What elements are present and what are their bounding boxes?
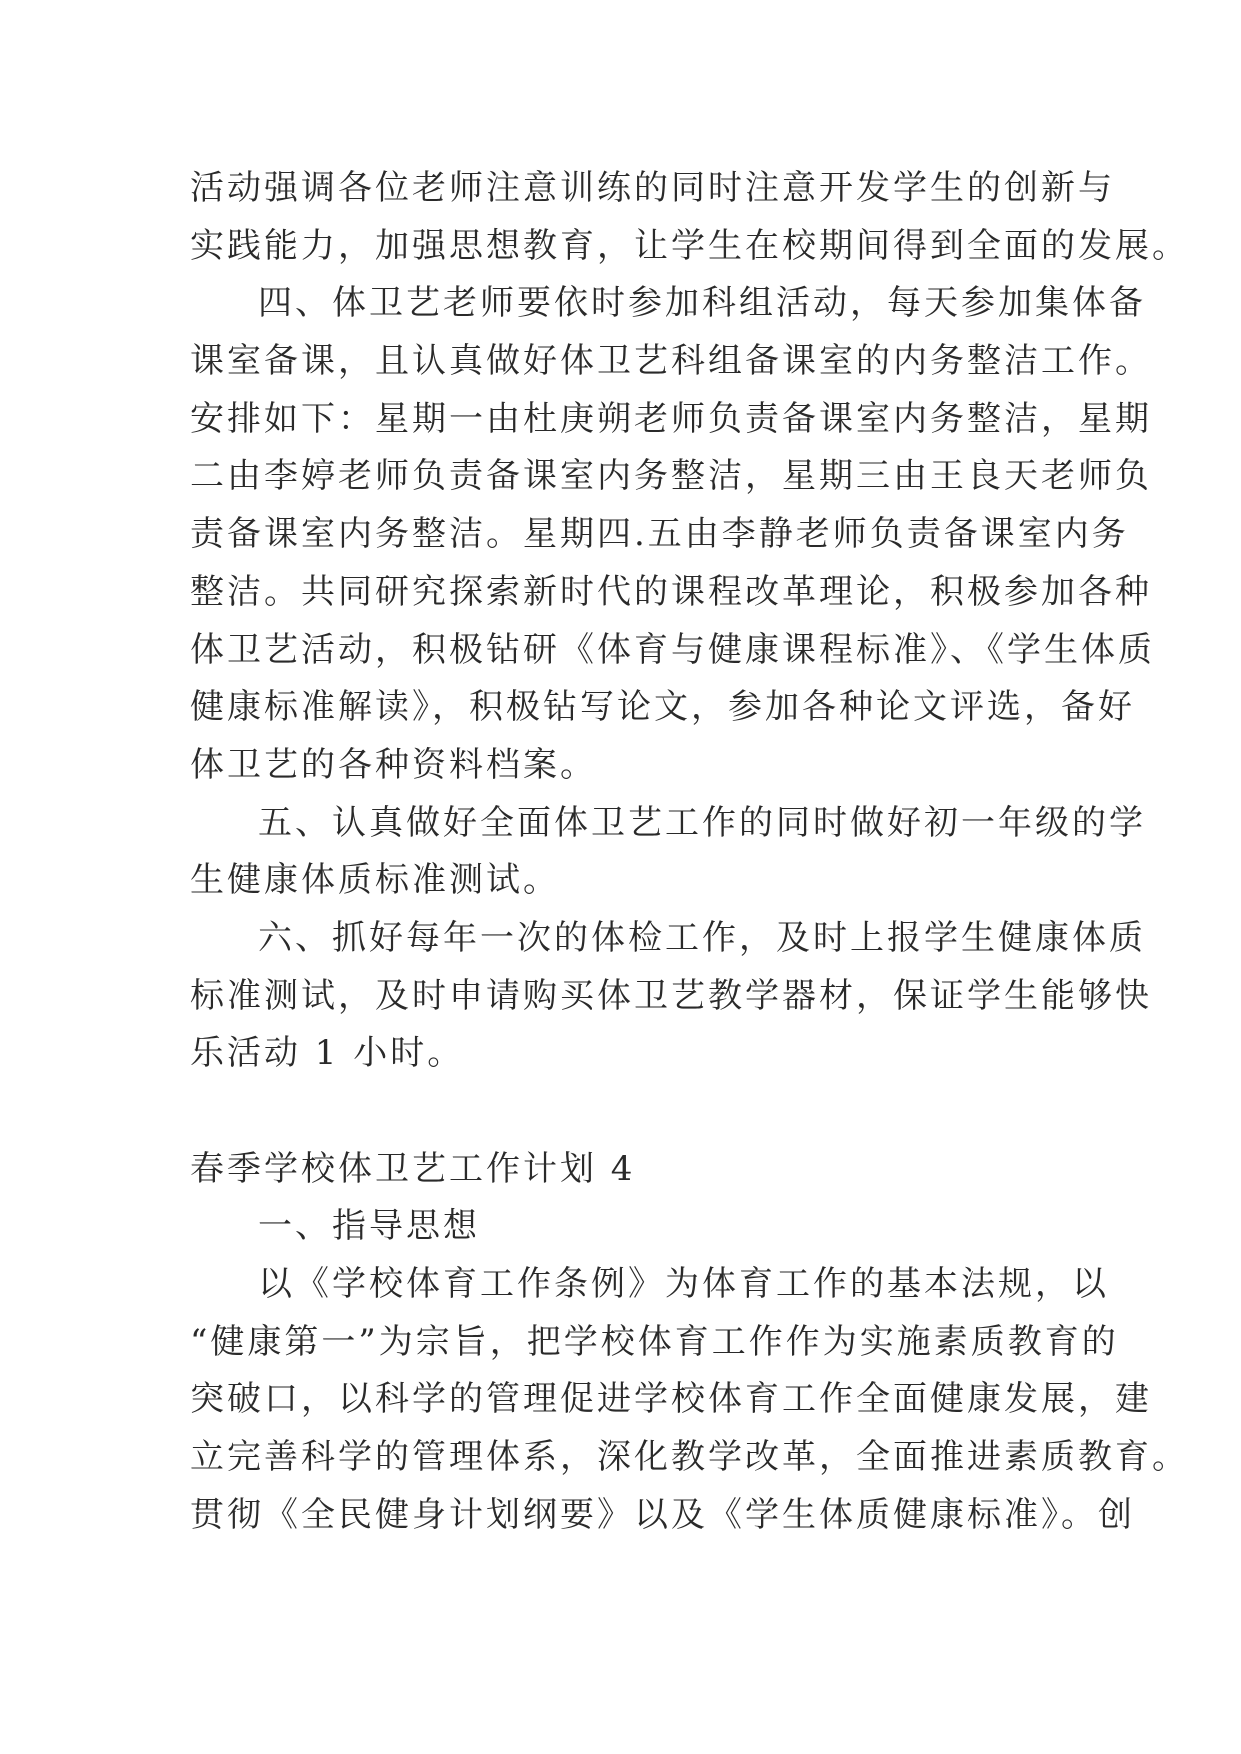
text-line: 贯彻《全民健身计划纲要》以及《学生体质健康标准》。创 bbox=[190, 1494, 1135, 1535]
text-line: 生健康体质标准测试。 bbox=[190, 860, 560, 901]
paragraph-line-5: 五、认真做好全面体卫艺工作的同时做好初一年级的学 bbox=[258, 802, 1146, 843]
text-line: 责备课室内务整洁。星期四.五由李静老师负责备课室内务 bbox=[190, 514, 1129, 555]
text-line: 二由李婷老师负责备课室内务整洁，星期三由王良天老师负 bbox=[190, 456, 1152, 497]
section-gap bbox=[190, 1083, 1055, 1141]
text-line: “健康第一”为宗旨，把学校体育工作作为实施素质教育的 bbox=[190, 1321, 1119, 1362]
paragraph-line-6: 六、抓好每年一次的体检工作，及时上报学生健康体质 bbox=[258, 917, 1146, 958]
section-title: 春季学校体卫艺工作计划 4 bbox=[190, 1148, 636, 1189]
text-line: 整洁。共同研究探索新时代的课程改革理论，积极参加各种 bbox=[190, 571, 1152, 612]
text-line: 突破口，以科学的管理促进学校体育工作全面健康发展，建 bbox=[190, 1379, 1152, 1420]
text-line: 体卫艺的各种资料档案。 bbox=[190, 744, 597, 785]
paragraph-line-4: 四、体卫艺老师要依时参加科组活动，每天参加集体备 bbox=[258, 283, 1146, 324]
text-line: 立完善科学的管理体系，深化教学改革，全面推进素质教育。 bbox=[190, 1437, 1189, 1478]
text-line: 安排如下：星期一由杜庚朔老师负责备课室内务整洁，星期 bbox=[190, 398, 1152, 439]
subheading-guiding-thought: 一、指导思想 bbox=[258, 1206, 480, 1247]
text-line: 以《学校体育工作条例》为体育工作的基本法规，以 bbox=[258, 1264, 1109, 1305]
document-body bbox=[190, 160, 1189, 1545]
text-line: 体卫艺活动，积极钻研《体育与健康课程标准》、《学生体质 bbox=[190, 629, 1155, 670]
text-line: 活动强调各位老师注意训练的同时注意开发学生的创新与 bbox=[190, 168, 1115, 208]
text-line: 乐活动 1 小时。 bbox=[190, 1033, 465, 1074]
text-line: 课室备课，且认真做好体卫艺科组备课室的内务整洁工作。 bbox=[190, 341, 1152, 382]
text-line: 健康标准解读》，积极钻写论文，参加各种论文评选，备好 bbox=[190, 687, 1135, 728]
text-line: 实践能力，加强思想教育，让学生在校期间得到全面的发展。 bbox=[190, 225, 1189, 266]
text-line: 标准测试，及时申请购买体卫艺教学器材，保证学生能够快 bbox=[190, 975, 1152, 1016]
